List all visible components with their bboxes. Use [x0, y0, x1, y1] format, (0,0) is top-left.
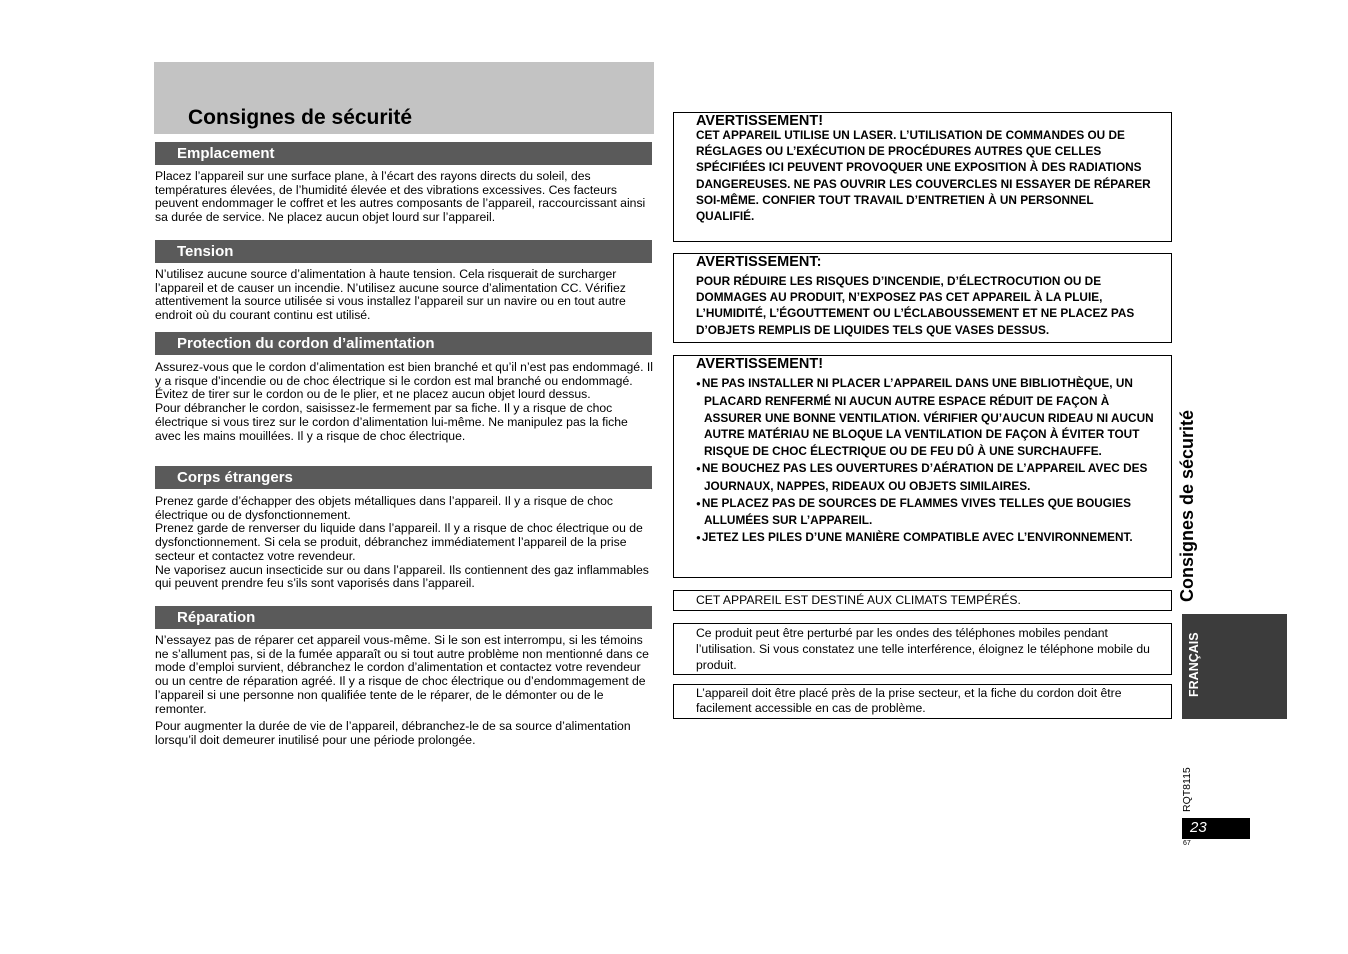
warning-bullet: ● NE BOUCHEZ PAS LES OUVERTURES D’AÉRATION DE L’APPAREIL AVEC DES JOURNAUX, NAPPES, RIDEAUX OU OBJETS SIMILAIRES. [696, 460, 1156, 495]
section-body-emplacement [155, 170, 653, 225]
warning-bullet: ● NE PLACEZ PAS DE SOURCES DE FLAMMES VIVES TELLES QUE BOUGIES ALLUMÉES SUR L’APPAREIL. [696, 495, 1156, 530]
note-box-mobile [673, 623, 1172, 675]
warning-box-humidity [673, 253, 1172, 343]
note-text: Ce produit peut être perturbé par les ondes des téléphones mobiles pendant l’utilisation. Si vous constatez une telle interférence, éloignez le téléphone mobile du produit. [696, 626, 1150, 672]
document-code: RQT8115 [1181, 767, 1193, 812]
warning-bullet: ● NE PAS INSTALLER NI PLACER L’APPAREIL DANS UNE BIBLIOTHÈQUE, UN PLACARD RENFERMÉ NI AUCUN AUTRE ESPACE RÉDUIT DE FAÇON À ASSURER UNE BONNE VENTILATION. VÉRIFIER QU’AUCUN RIDEAU NI AUCUN AUTRE MATÉRIAU NE BLOQUE LA VENTILATION DE FAÇON À ÉVITER TOUT RISQUE DE CHOC ÉLECTRIQUE OU DE FEU DÛ À UNE SURCHAUFFE. [696, 375, 1156, 460]
paragraph: Assurez-vous que le cordon d’alimentation est bien branché et qu’il n’est pas endommagé. Il y a risque d’incendie ou de choc électrique si le cordon est mal branché ou endommagé. Évitez de tirer sur le cordon ou de le plier, et ne placez aucun objet lourd dessus. [155, 360, 653, 402]
language-label: FRANÇAIS [1187, 632, 1201, 697]
note-box-climate [673, 590, 1172, 611]
page-number: 23 [1190, 819, 1207, 836]
section-heading-corps-etrangers: Corps étrangers [155, 466, 652, 489]
paragraph: N’utilisez aucune source d’alimentation à haute tension. Cela risquerait de surcharger l’appareil et de causer un incendie. N’utilisez aucune source d’alimentation CC. Vérifiez attentivement la source utilisée si vous installez l’appareil sur un navire ou en tout autre endroit où du courant continu est utilisé. [155, 267, 626, 323]
warning-text: CET APPAREIL UTILISE UN LASER. L’UTILISATION DE COMMANDES OU DE RÉGLAGES OU L’EXÉCUTION DE PROCÉDURES AUTRES QUE CELLES SPÉCIFIÉES ICI PEUVENT PROVOQUER UNE EXPOSITION À DES RADIATIONS DANGEREUSES. NE PAS OUVRIR LES COUVERCLES NI ESSAYER DE RÉPARER SOI-MÊME. CONFIER TOUT TRAVAIL D’ENTRETIEN À UN PERSONNEL QUALIFIÉ. [696, 128, 1151, 224]
warning-box-ventilation [673, 355, 1172, 578]
note-text: L’appareil doit être placé près de la prise secteur, et la fiche du cordon doit être facilement accessible en cas de problème. [696, 686, 1122, 715]
section-heading-emplacement: Emplacement [155, 142, 652, 165]
page-number-bar [1182, 818, 1250, 839]
warning-text: POUR RÉDUIRE LES RISQUES D’INCENDIE, D’ÉLECTROCUTION OU DE DOMMAGES AU PRODUIT, N’EXPOSEZ PAS CET APPAREIL À LA PLUIE, L’HUMIDITÉ, L’ÉGOUTTEMENT OU L’ÉCLABOUSSEMENT ET NE PLACEZ PAS D’OBJETS REMPLIS DE LIQUIDES TELS QUE VASES DESSUS. [696, 274, 1135, 337]
warning-box-laser [673, 112, 1172, 242]
paragraph: Ne vaporisez aucun insecticide sur ou dans l’appareil. Ils contiennent des gaz inflammables qui peuvent prendre feu s’ils sont vaporisés dans l’appareil. [155, 562, 649, 591]
warning-bullet: ● JETEZ LES PILES D’UNE MANIÈRE COMPATIBLE AVEC L’ENVIRONNEMENT. [696, 529, 1156, 547]
warning-title: AVERTISSEMENT! [696, 113, 824, 129]
warning-bullet-list [696, 375, 1156, 547]
warning-title: AVERTISSEMENT! [696, 356, 824, 372]
small-page-number: 67 [1183, 840, 1191, 847]
side-title: Consignes de sécurité [1177, 409, 1197, 602]
section-body-cordon [155, 361, 653, 443]
section-body-tension [155, 268, 653, 323]
section-body-reparation [155, 634, 653, 748]
section-heading-cordon: Protection du cordon d’alimentation [155, 332, 652, 355]
warning-title: AVERTISSEMENT: [696, 254, 822, 270]
note-text: CET APPAREIL EST DESTINÉ AUX CLIMATS TEMPÉRÉS. [696, 593, 1021, 607]
paragraph: Prenez garde de renverser du liquide dans l’appareil. Il y a risque de choc électrique ou de dysfonctionnement. Si cela se produit, débranchez immédiatement l’appareil de la prise secteur et contactez votre revendeur. [155, 521, 643, 563]
section-heading-tension: Tension [155, 240, 652, 263]
paragraph: Pour débrancher le cordon, saisissez-le fermement par sa fiche. Il y a risque de choc électrique si vous tirez sur le cordon d’alimentation lui-même. Ne manipulez pas la fiche avec les mains mouillées. Il y a risque de choc électrique. [155, 401, 628, 443]
page-title: Consignes de sécurité [188, 106, 413, 129]
paragraph: Pour augmenter la durée de vie de l’appareil, débranchez-le de sa source d’alimentation lorsqu’il doit demeurer inutilisé pour une période prolongée. [155, 719, 631, 747]
note-box-outlet [673, 684, 1172, 719]
paragraph: Placez l’appareil sur une surface plane, à l’écart des rayons directs du soleil, des températures élevées, de l’humidité élevée et des vibrations excessives. Ces facteurs peuvent endommager le coffret et les autres composants de l’appareil, raccourcissant ainsi sa durée de service. Ne placez aucun objet lourd sur l’appareil. [155, 169, 646, 225]
section-heading-reparation: Réparation [155, 606, 652, 629]
paragraph: N’essayez pas de réparer cet appareil vous-même. Si le son est interrompu, si les témoins ne s’allument pas, si de la fumée apparaît ou si tout autre problème non mentionné dans ce mode d’emploi survient, débranchez le cordon d’alimentation et contactez votre revendeur ou un centre de réparation agréé. Il y a risque de choc électrique ou d’endommagement de l’appareil si une personne non qualifiée tente de le réparer, de le démonter ou de le remonter. [155, 633, 649, 716]
section-body-corps-etrangers [155, 495, 653, 591]
paragraph: Prenez garde d’échapper des objets métalliques dans l’appareil. Il y a risque de choc électrique ou de dysfonctionnement. [155, 494, 613, 522]
